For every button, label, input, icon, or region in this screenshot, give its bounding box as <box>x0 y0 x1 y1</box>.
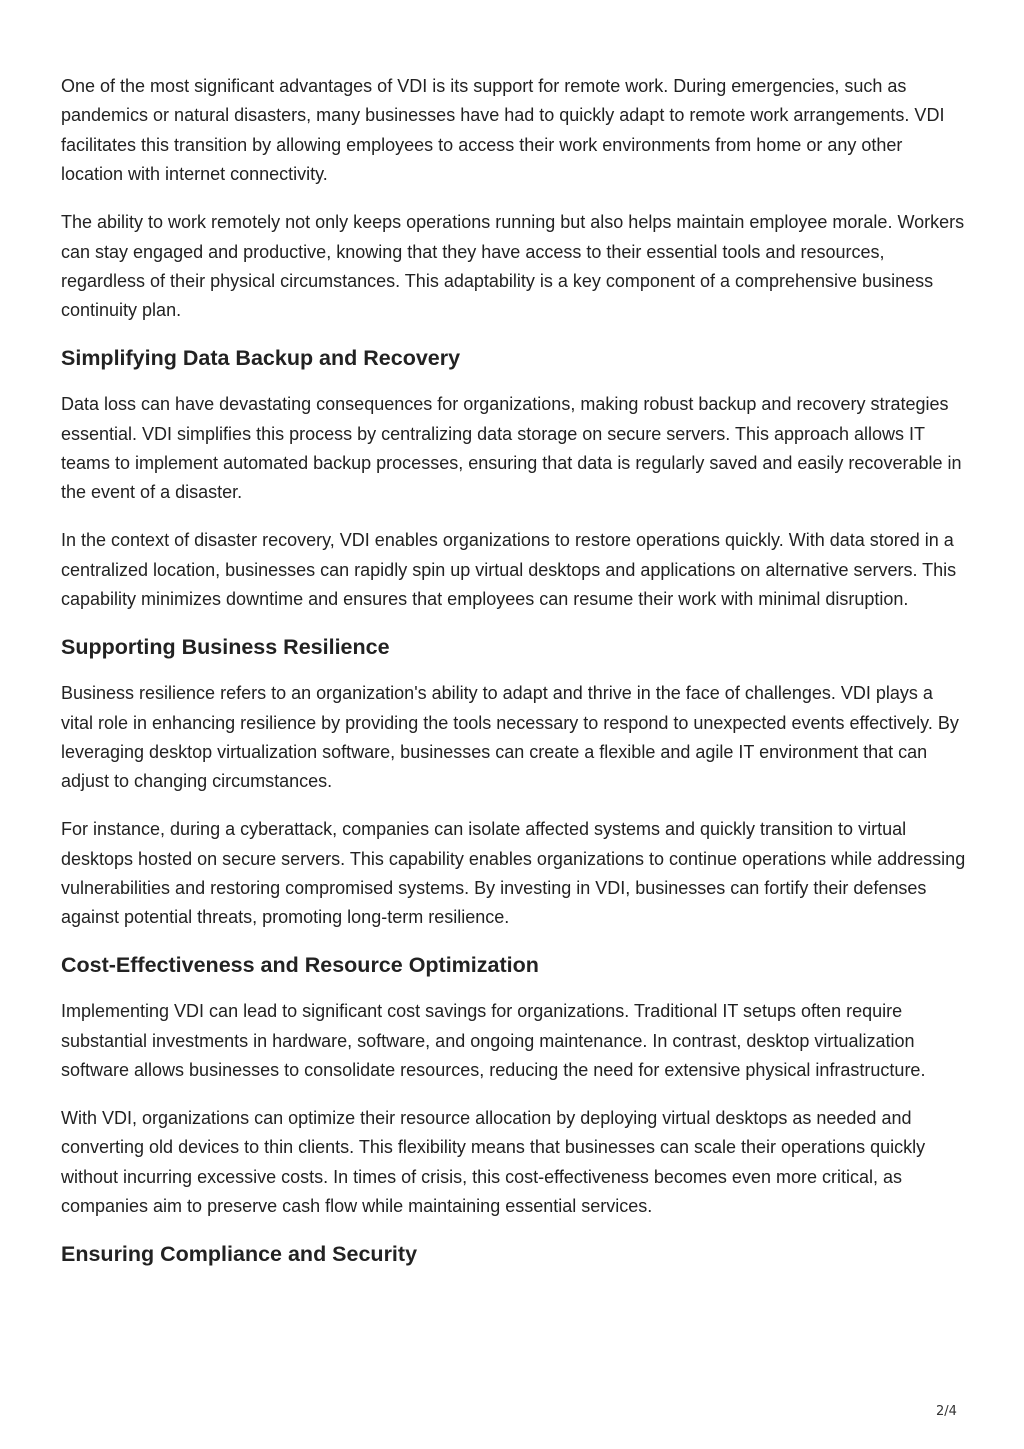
heading-compliance-security: Ensuring Compliance and Security <box>61 1242 418 1267</box>
paragraph-resource-allocation: With VDI, organizations can optimize their resource allocation by deploying virtual desktops as needed and converting old devices to thin clients. This flexibility means that businesses can scale their operations quickly without incurring excessive costs. In times of crisis, this cost-effectiveness becomes even more critical, as companies aim to preserve cash flow while maintaining essential services. <box>61 1108 926 1217</box>
page-number: 2/4 <box>936 1404 957 1419</box>
paragraph-employee-morale: The ability to work remotely not only keeps operations running but also helps maintain employee morale. Workers can stay engaged and productive, knowing that they have access to their essential tools and resources, regardless of their physical circumstances. This adaptability is a key component of a comprehensive business continuity plan. <box>61 212 965 321</box>
paragraph-resilience-definition: Business resilience refers to an organization's ability to adapt and thrive in the face of challenges. VDI plays a vital role in enhancing resilience by providing the tools necessary to respond to unexpected events effectively. By leveraging desktop virtualization software, businesses can create a flexible and agile IT environment that can adjust to changing circumstances. <box>61 683 959 792</box>
paragraph-data-loss: Data loss can have devastating consequences for organizations, making robust backup and recovery strategies essential. VDI simplifies this process by centralizing data storage on secure servers. This approach allows IT teams to implement automated backup processes, ensuring that data is regularly saved and easily recoverable in the event of a disaster. <box>61 394 962 503</box>
heading-cost-effectiveness: Cost-Effectiveness and Resource Optimization <box>61 953 539 978</box>
document-body <box>61 72 967 1286</box>
heading-data-backup: Simplifying Data Backup and Recovery <box>61 346 461 371</box>
paragraph-disaster-recovery: In the context of disaster recovery, VDI enables organizations to restore operations quickly. With data stored in a centralized location, businesses can rapidly spin up virtual desktops and applications on alternative servers. This capability minimizes downtime and ensures that employees can resume their work with minimal disruption. <box>61 530 957 610</box>
paragraph-remote-work: One of the most significant advantages of VDI is its support for remote work. During emergencies, such as pandemics or natural disasters, many businesses have had to quickly adapt to remote work arrangements. VDI facilitates this transition by allowing employees to access their work environments from home or any other location with internet connectivity. <box>61 76 945 185</box>
paragraph-cyberattack: For instance, during a cyberattack, companies can isolate affected systems and quickly transition to virtual desktops hosted on secure servers. This capability enables organizations to continue operations while addressing vulnerabilities and restoring compromised systems. By investing in VDI, businesses can fortify their defenses against potential threats, promoting long-term resilience. <box>61 819 966 928</box>
paragraph-cost-savings: Implementing VDI can lead to significant cost savings for organizations. Traditional IT setups often require substantial investments in hardware, software, and ongoing maintenance. In contrast, desktop virtualization software allows businesses to consolidate resources, reducing the need for extensive physical infrastructure. <box>61 1001 926 1081</box>
heading-business-resilience: Supporting Business Resilience <box>61 635 390 660</box>
